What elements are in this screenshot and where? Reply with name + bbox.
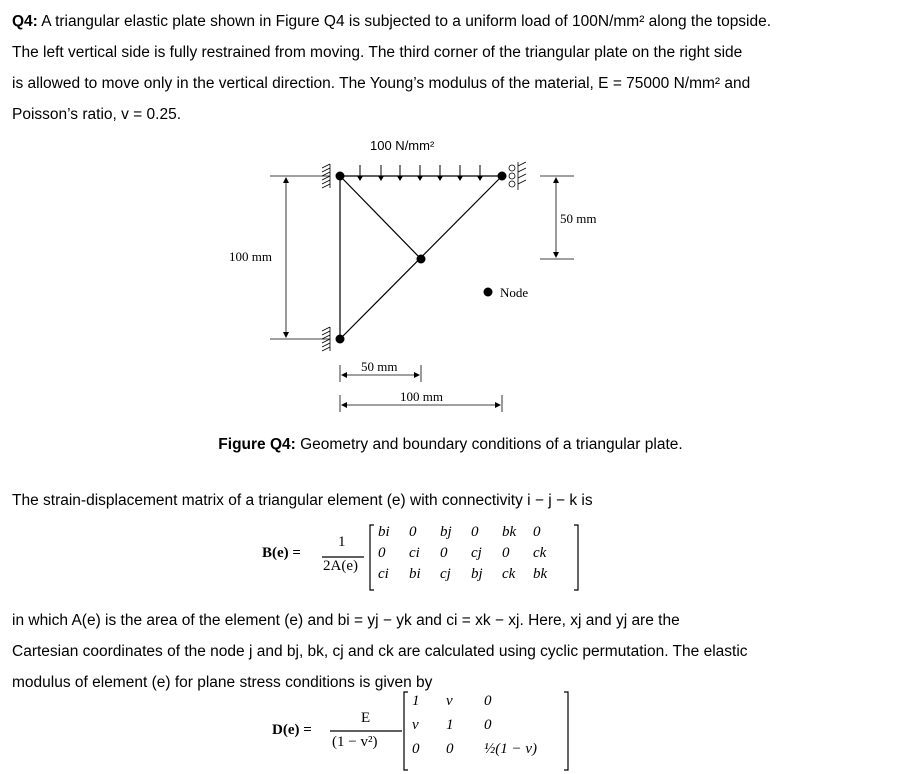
- d-matrix-cell-2-0: 0: [412, 741, 420, 757]
- d-matrix-cell-1-0: v: [412, 717, 419, 733]
- d-matrix-cell-1-1: 1: [446, 717, 454, 733]
- d-frac-num: E: [361, 710, 371, 726]
- strain-intro: The strain-displacement matrix of a triangular element (e) with connectivity i − j − k is: [12, 492, 593, 509]
- dim-bottom-long-label: 100 mm: [400, 389, 443, 404]
- d-matrix-cell-0-0: 1: [412, 693, 420, 709]
- b-matrix-cell-0-2: bj: [440, 524, 452, 540]
- dim-left-label: 100 mm: [229, 249, 272, 264]
- b-frac-num: 1: [338, 534, 346, 550]
- b-matrix-cell-1-1: ci: [409, 545, 420, 561]
- b-matrix-cell-2-3: bj: [471, 566, 483, 582]
- question-line-4: Poisson’s ratio, v = 0.25.: [12, 106, 182, 123]
- b-matrix-cell-0-5: 0: [533, 524, 541, 540]
- b-matrix-cell-1-3: cj: [471, 545, 482, 561]
- b-matrix-cell-2-1: bi: [409, 566, 421, 582]
- caption-text: Geometry and boundary conditions of a triangular plate.: [295, 436, 683, 453]
- b-matrix-cell-1-5: ck: [533, 545, 547, 561]
- question-label: Q4:: [12, 13, 38, 30]
- b-matrix-cell-2-0: ci: [378, 566, 389, 582]
- dim-left: [270, 176, 330, 339]
- d-lhs: D(e) =: [272, 722, 312, 738]
- b-matrix-cell-0-0: bi: [378, 524, 390, 540]
- explain-line-3: modulus of element (e) for plane stress conditions is given by: [12, 674, 433, 691]
- b-matrix-cell-1-0: 0: [378, 545, 386, 561]
- b-matrix-cell-0-3: 0: [471, 524, 479, 540]
- b-lhs: B(e) =: [262, 545, 301, 561]
- d-matrix-cell-2-1: 0: [446, 741, 454, 757]
- question-text-1: A triangular elastic plate shown in Figure Q4 is subjected to a uniform load of 100N/mm² along the topside.: [37, 13, 772, 30]
- d-matrix-cell-0-1: v: [446, 693, 453, 709]
- dim-right-label: 50 mm: [560, 211, 597, 226]
- question-line-2: The left vertical side is fully restrained from moving. The third corner of the triangular plate on the right side: [12, 44, 743, 61]
- question-line-3: is allowed to move only in the vertical direction. The Young’s modulus of the material, E = 75000 N/mm² and: [12, 75, 751, 92]
- dim-bottom-short-label: 50 mm: [361, 359, 398, 374]
- d-matrix-cell-0-2: 0: [484, 693, 492, 709]
- d-matrix-cell-1-2: 0: [484, 717, 492, 733]
- b-matrix-cell-1-4: 0: [502, 545, 510, 561]
- load-label: 100 N/mm²: [370, 138, 435, 153]
- d-matrix-cell-2-2: ½(1 − v): [484, 741, 538, 757]
- b-frac-den: 2A(e): [323, 558, 358, 574]
- b-matrix-cell-0-4: bk: [502, 524, 517, 540]
- b-matrix-cell-1-2: 0: [440, 545, 448, 561]
- d-frac-den: (1 − v²): [332, 734, 378, 750]
- b-matrix-cell-0-1: 0: [409, 524, 417, 540]
- right-roller-support: [509, 162, 526, 190]
- explain-line-1: in which A(e) is the area of the element (e) and bi = yj − yk and ci = xk − xj. Here, xj and yj are the: [12, 612, 680, 629]
- figure-caption: [0, 436, 901, 454]
- b-matrix-cell-2-5: bk: [533, 566, 548, 582]
- legend-node-marker: [484, 288, 493, 297]
- caption-label: Figure Q4:: [218, 436, 296, 453]
- b-matrix-cell-2-4: ck: [502, 566, 516, 582]
- explain-paragraph: [12, 605, 892, 698]
- explain-line-2: Cartesian coordinates of the node j and bj, bk, cj and ck are calculated using cyclic permutation. The elastic: [12, 643, 748, 660]
- legend-node-label: Node: [500, 285, 529, 300]
- b-matrix-cell-2-2: cj: [440, 566, 451, 582]
